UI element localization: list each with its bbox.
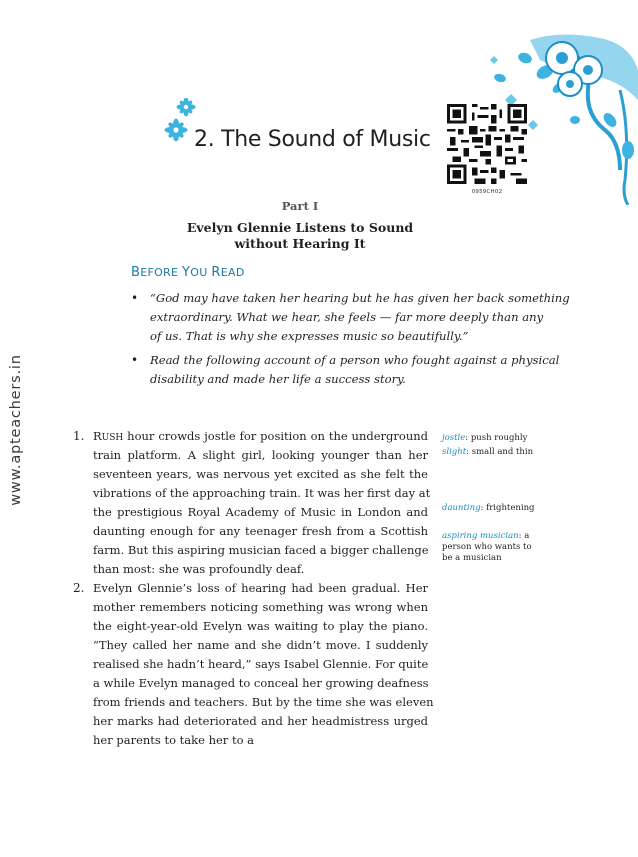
paragraph-number: 1. xyxy=(73,429,85,443)
paragraph-1-line-8: than most: she was profoundly deaf. xyxy=(93,562,305,576)
bullet-icon: • xyxy=(131,353,139,367)
paragraph-2-line-1: Evelyn Glennie’s loss of hearing had been gradual. Her xyxy=(93,581,428,595)
bullet-1-line-3: of us. That is why she expresses music so beautifully.” xyxy=(150,329,469,343)
paragraph-1-line-7: farm. But this aspiring musician faced a bigger challenge xyxy=(93,543,429,557)
paragraph-2-line-4: “They called her name and she didn’t move. I suddenly xyxy=(93,638,428,652)
bullet-1-line-2: extraordinary. What we hear, she feels — far more deeply than any xyxy=(150,310,544,324)
bullet-2-line-1: Read the following account of a person who fought against a physical xyxy=(150,353,560,367)
chapter-title: 2. The Sound of Music xyxy=(194,127,431,152)
glossary-entry-jostle: jostle: push roughly xyxy=(442,433,528,443)
bullet-1-line-1: “God may have taken her hearing but he has given her back something xyxy=(150,291,570,305)
paragraph-1-line-6: daunting enough for any teenager fresh from a Scottish xyxy=(93,524,428,538)
paragraph-2-line-7: from friends and teachers. But by the time she was eleven xyxy=(93,695,434,709)
paragraph-2-line-9: her parents to take her to a xyxy=(93,733,254,747)
qr-code-label: 0959CH02 xyxy=(471,189,503,195)
watermark-text: www.apteachers.in xyxy=(8,354,24,506)
part-label: Part I xyxy=(281,199,319,213)
paragraph-2-line-8: her marks had deteriorated and her headmistress urged xyxy=(93,714,428,728)
chapter-subtitle-line-2: without Hearing It xyxy=(234,236,366,251)
paragraph-1-line-5: the prestigious Royal Academy of Music in London and xyxy=(93,505,428,519)
paragraph-1-line-3: seventeen years, was nervous yet excited as she felt the xyxy=(93,467,428,481)
paragraph-1-line-2: train platform. A slight girl, looking younger than her xyxy=(93,448,428,462)
bullet-icon: • xyxy=(131,291,139,305)
glossary-entry-daunting: daunting: frightening xyxy=(442,503,535,513)
before-you-read-heading: BEFORE YOU READ xyxy=(131,265,245,280)
chapter-subtitle-line-1: Evelyn Glennie Listens to Sound xyxy=(186,220,414,235)
paragraph-1-line-4: vibrations of the approaching train. It was her first day at xyxy=(93,486,431,500)
qr-code-image xyxy=(447,104,527,184)
paragraph-1-line-1: RUSH hour crowds jostle for position on the underground xyxy=(93,429,428,443)
paragraph-2-line-3: the eight-year-old Evelyn was waiting to play the piano. xyxy=(93,619,428,633)
glossary-entry-slight: slight: small and thin xyxy=(442,447,534,457)
glossary-entry-aspiring-musician: aspiring musician: a person who wants to be a musician xyxy=(442,531,532,563)
bullet-2-line-2: disability and made her life a success story. xyxy=(150,372,406,386)
paragraph-2-line-2: mother remembers noticing something was wrong when xyxy=(93,600,428,614)
paragraph-number: 2. xyxy=(73,581,85,595)
paragraph-2-line-5: realised she hadn’t heard,” says Isabel Glennie. For quite xyxy=(93,657,429,671)
paragraph-2-line-6: a while Evelyn managed to conceal her growing deafness xyxy=(93,676,429,690)
title-flower-icon xyxy=(164,98,198,144)
